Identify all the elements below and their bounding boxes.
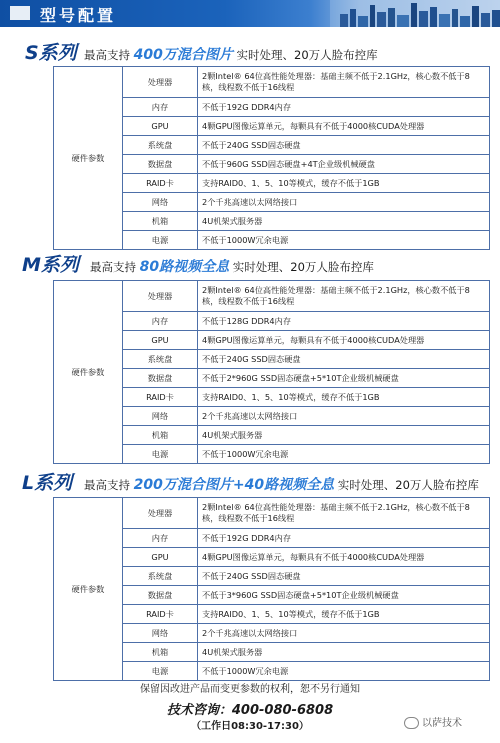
table-row: [54, 67, 490, 98]
param-value: 不低于192G DDR4内存: [198, 529, 490, 548]
param-name: 处理器: [123, 281, 198, 312]
param-name: 数据盘: [123, 369, 198, 388]
group-label: 硬件参数: [54, 281, 123, 464]
param-value: 不低于192G DDR4内存: [198, 98, 490, 117]
param-value: 2颗Intel® 64位高性能处理器：基础主频不低于2.1GHz，核心数不低于8核，线程数不低于16线程: [198, 498, 490, 529]
param-value: 2个千兆高速以太网络接口: [198, 193, 490, 212]
working-hours: （工作日08:30-17:30）: [191, 721, 309, 732]
param-name: RAID卡: [123, 174, 198, 193]
param-name: 网络: [123, 193, 198, 212]
param-name: 处理器: [123, 498, 198, 529]
param-name: 机箱: [123, 426, 198, 445]
param-name: 机箱: [123, 643, 198, 662]
watermark: [404, 714, 462, 729]
series-capability: [90, 256, 374, 276]
param-name: 电源: [123, 662, 198, 681]
param-name: GPU: [123, 548, 198, 567]
param-value: 4U机架式服务器: [198, 643, 490, 662]
param-value: 不低于1000W冗余电源: [198, 662, 490, 681]
tag-highlight: 80路视频全息: [139, 259, 230, 275]
param-name: 系统盘: [123, 567, 198, 586]
param-value: 4颗GPU图像运算单元，每颗具有不低于4000核CUDA处理器: [198, 331, 490, 350]
series-s: [0, 36, 500, 66]
tag-highlight: 400万混合图片: [133, 47, 233, 63]
tag-highlight: 200万混合图片+40路视频全息: [133, 477, 335, 493]
param-value: 4U机架式服务器: [198, 212, 490, 231]
param-name: 电源: [123, 445, 198, 464]
group-label: 硬件参数: [54, 67, 123, 250]
param-name: 电源: [123, 231, 198, 250]
group-label: 硬件参数: [54, 498, 123, 681]
param-value: 不低于1000W冗余电源: [198, 231, 490, 250]
param-value: 4颗GPU图像运算单元，每颗具有不低于4000核CUDA处理器: [198, 117, 490, 136]
param-value: 4颗GPU图像运算单元，每颗具有不低于4000核CUDA处理器: [198, 548, 490, 567]
param-value: 2个千兆高速以太网络接口: [198, 407, 490, 426]
param-value: 不低于240G SSD固态硬盘: [198, 136, 490, 155]
param-name: 内存: [123, 529, 198, 548]
series-l: [0, 466, 500, 496]
table-row: [54, 281, 490, 312]
spec-table-m: [53, 280, 490, 464]
banner-accent-block: [10, 6, 30, 20]
param-name: 系统盘: [123, 350, 198, 369]
watermark-text: 以萨技术: [422, 718, 462, 729]
param-value: 不低于960G SSD固态硬盘+4T企业级机械硬盘: [198, 155, 490, 174]
series-name: S系列: [25, 42, 77, 64]
param-value: 4U机架式服务器: [198, 426, 490, 445]
param-value: 2个千兆高速以太网络接口: [198, 624, 490, 643]
tag-prefix: 最高支持: [84, 48, 134, 62]
param-value: 支持RAID0、1、5、10等模式，缓存不低于1GB: [198, 605, 490, 624]
param-name: RAID卡: [123, 605, 198, 624]
series-header: [0, 466, 500, 496]
param-value: 不低于240G SSD固态硬盘: [198, 567, 490, 586]
param-name: GPU: [123, 117, 198, 136]
param-value: 不低于2*960G SSD固态硬盘+5*10T企业级机械硬盘: [198, 369, 490, 388]
series-m: [0, 248, 500, 278]
param-name: 数据盘: [123, 155, 198, 174]
series-capability: [84, 474, 479, 494]
param-name: 网络: [123, 407, 198, 426]
tag-suffix: 实时处理、20万人脸布控库: [232, 48, 378, 62]
param-value: 不低于128G DDR4内存: [198, 312, 490, 331]
tag-suffix: 实时处理、20万人脸布控库: [229, 260, 374, 274]
spec-table-l: [53, 497, 490, 681]
param-name: 数据盘: [123, 586, 198, 605]
tag-prefix: 最高支持: [90, 260, 140, 274]
param-name: 机箱: [123, 212, 198, 231]
param-name: GPU: [123, 331, 198, 350]
series-header: [0, 36, 500, 66]
header-banner: [0, 0, 500, 27]
param-name: 网络: [123, 624, 198, 643]
tag-suffix: 实时处理、20万人脸布控库: [334, 478, 479, 492]
param-value: 不低于240G SSD固态硬盘: [198, 350, 490, 369]
page-title: 型号配置: [40, 6, 117, 25]
series-header: [0, 248, 500, 278]
param-name: 内存: [123, 312, 198, 331]
series-capability: [84, 44, 378, 64]
param-name: 系统盘: [123, 136, 198, 155]
param-value: 不低于3*960G SSD固态硬盘+5*10T企业级机械硬盘: [198, 586, 490, 605]
wechat-icon: [404, 717, 419, 729]
param-name: 处理器: [123, 67, 198, 98]
tag-prefix: 最高支持: [84, 478, 134, 492]
param-value: 2颗Intel® 64位高性能处理器：基础主频不低于2.1GHz，核心数不低于8核，线程数不低于16线程: [198, 281, 490, 312]
spec-table-s: [53, 66, 490, 250]
param-value: 支持RAID0、1、5、10等模式，缓存不低于1GB: [198, 388, 490, 407]
city-skyline-image: [330, 0, 500, 27]
param-name: 内存: [123, 98, 198, 117]
param-value: 不低于1000W冗余电源: [198, 445, 490, 464]
disclaimer-note: 保留因改进产品而变更参数的权利，恕不另行通知: [140, 684, 360, 695]
series-name: M系列: [22, 254, 79, 276]
table-row: [54, 498, 490, 529]
hotline-text: 技术咨询：400-080-6808: [166, 703, 334, 718]
series-name: L系列: [22, 472, 73, 494]
param-value: 2颗Intel® 64位高性能处理器：基础主频不低于2.1GHz，核心数不低于8核，线程数不低于16线程: [198, 67, 490, 98]
param-name: RAID卡: [123, 388, 198, 407]
param-value: 支持RAID0、1、5、10等模式，缓存不低于1GB: [198, 174, 490, 193]
